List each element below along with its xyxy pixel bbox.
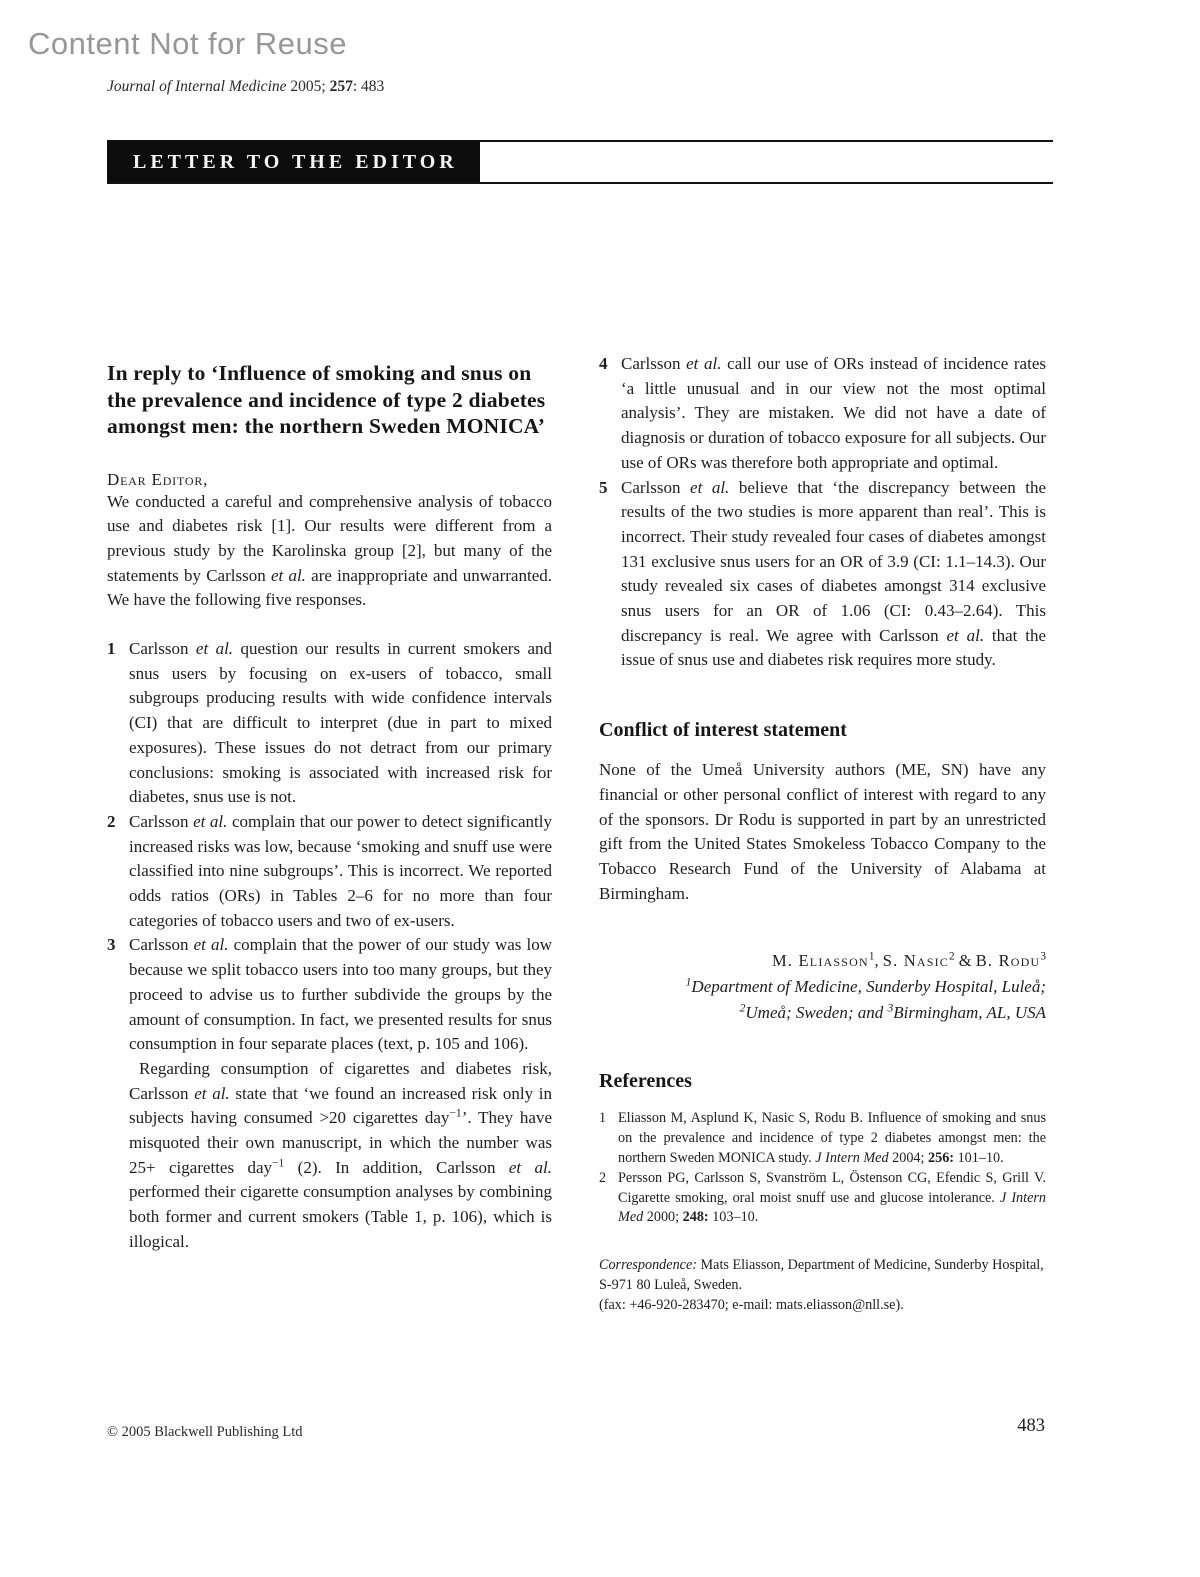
response-number: 3 — [107, 935, 116, 955]
response-item-2 — [107, 810, 552, 934]
banner-label: LETTER TO THE EDITOR — [107, 142, 480, 182]
references-heading: References — [599, 1070, 692, 1093]
correspondence-block — [599, 1256, 1046, 1315]
reference-number: 2 — [599, 1169, 607, 1186]
response-item-4 — [599, 352, 1046, 476]
conflict-of-interest-section — [599, 719, 1046, 906]
citation-page: : 483 — [352, 78, 385, 95]
response-text: Carlsson et al. complain that the power of our study was low because we split tobacco users into too many groups, but they proceed to advise us to further subdivide the groups by the amount of consumption. In fact, we presented results for snus consumption in four separate places (text, p. 105 and 106). — [129, 935, 553, 1054]
correspondence-address: Correspondence: Mats Eliasson, Department of Medicine, Sunderby Hospital, S-971 80 Luleå, Sweden. — [599, 1257, 1044, 1293]
references-section — [599, 1070, 1046, 1228]
section-banner — [107, 140, 1053, 184]
watermark: Content Not for Reuse — [28, 26, 347, 61]
response-text: Carlsson et al. question our results in current smokers and snus users by focusing on ex-users of tobacco, small subgroups producing results with wide confidence intervals (CI) that are difficult to interpret (due in part to mixed exposures). These issues do not detract from our primary conclusions: smoking is associated with increased risk for diabetes, snus use is not. — [129, 639, 553, 807]
journal-name: Journal of Internal Medicine — [107, 78, 287, 95]
response-text: Carlsson et al. complain that our power to detect significantly increased risks was low, because ‘smoking and snuff use were classified into nine subgroups’. This is incorrect. We reported odds ratios (ORs) in Tables 2–6 for no more than four categories of tobacco users and two of ex-users. — [129, 811, 552, 930]
response-number: 4 — [599, 354, 608, 373]
reference-item-2 — [599, 1169, 1046, 1228]
citation-year: 2005; — [286, 78, 330, 95]
conflict-body: None of the Umeå University authors (ME, SN) have any financial or other personal conflict of interest with regard to any of the sponsors. Dr Rodu is supported in part by an unrestricted gift from the United States Smokeless Tobacco Company to the Tobacco Research Fund of the University of Alabama at Birmingham. — [599, 760, 1046, 903]
response-number: 5 — [599, 477, 608, 497]
left-column — [107, 360, 552, 1255]
author-names: M. Eliasson$^1$, S. Nasic$^2$ & B. Rodu$^3$ — [771, 950, 1046, 971]
conflict-heading: Conflict of interest statement — [599, 719, 847, 742]
article-title: In reply to ‘Influence of smoking and snus on the prevalence and incidence of type 2 diabetes amongst men: the northern Sweden MONICA’ — [107, 361, 546, 438]
authors-block — [599, 948, 1046, 1026]
journal-citation — [107, 78, 384, 96]
response-number: 2 — [107, 811, 116, 831]
right-column — [599, 352, 1046, 1316]
reference-text: Persson PG, Carlsson S, Svanström L, Östenson CG, Efendic S, Grill V. Cigarette smoking, oral moist snuff use and glucose intolerance. J Intern Med 2000; 248: 103–10. — [618, 1169, 1046, 1226]
reference-number: 1 — [599, 1110, 607, 1127]
response-text: Regarding consumption of cigarettes and diabetes risk, Carlsson et al. state that ‘we found an increased risk only in subjects having consumed >20 cigarettes day$^{-1}$’. They have misquoted their own manuscript, in which the number was 25+ cigarettes day$^{-1}$ (2). In addition, Carlsson et al. performed their cigarette consumption analyses by combining both former and current smokers (Table 1, p. 106), which is illogical. — [129, 1058, 553, 1251]
correspondence-contact: (fax: +46-920-283470; e-mail: mats.eliasson@nll.se). — [599, 1296, 904, 1313]
intro-paragraph: We conducted a careful and comprehensive analysis of tobacco use and diabetes risk [1]. Our results were different from a previous study by the Karolinska group [2], but many of the statements by Carlsson et al. are inappropriate and unwarranted. We have the following five responses. — [107, 491, 552, 610]
reference-item-1 — [599, 1109, 1046, 1168]
response-text: Carlsson et al. believe that ‘the discrepancy between the results of the two studies is more apparent than real’. This is incorrect. Their study revealed four cases of diabetes amongst 131 exclusive snus users for an OR of 3.9 (CI: 1.1–14.3). Our study revealed six cases of diabetes amongst 314 exclusive snus users for an OR of 1.06 (CI: 0.43–2.64). This discrepancy is real. We agree with Carlsson et al. that the issue of snus use and diabetes risk requires more study. — [621, 477, 1047, 670]
salutation: Dear Editor, — [107, 469, 209, 489]
citation-volume: 257 — [329, 78, 353, 95]
response-number: 1 — [107, 639, 116, 659]
author-affiliation-2: $^2$Umeå; Sweden; and $^3$Birmingham, AL, USA — [739, 1001, 1046, 1023]
author-affiliation-1: $^1$Department of Medicine, Sunderby Hospital, Luleå; — [685, 975, 1046, 997]
copyright-notice: © 2005 Blackwell Publishing Ltd — [107, 1424, 303, 1440]
response-text: Carlsson et al. call our use of ORs instead of incidence rates ‘a little unusual and in our view not the most optimal analysis’. They are mistaken. We did not have a date of diagnosis or duration of tobacco exposure for all subjects. Our use of ORs was therefore both appropriate and optimal. — [621, 354, 1046, 472]
response-item-5 — [599, 476, 1046, 674]
reference-text: Eliasson M, Asplund K, Nasic S, Rodu B. Influence of smoking and snus on the prevalence and incidence of type 2 diabetes amongst men: the northern Sweden MONICA study. J Intern Med 2004; 256: 101–10. — [618, 1110, 1046, 1166]
response-item-1 — [107, 637, 552, 810]
page-number: 483 — [1017, 1416, 1045, 1436]
response-item-3 — [107, 933, 552, 1254]
